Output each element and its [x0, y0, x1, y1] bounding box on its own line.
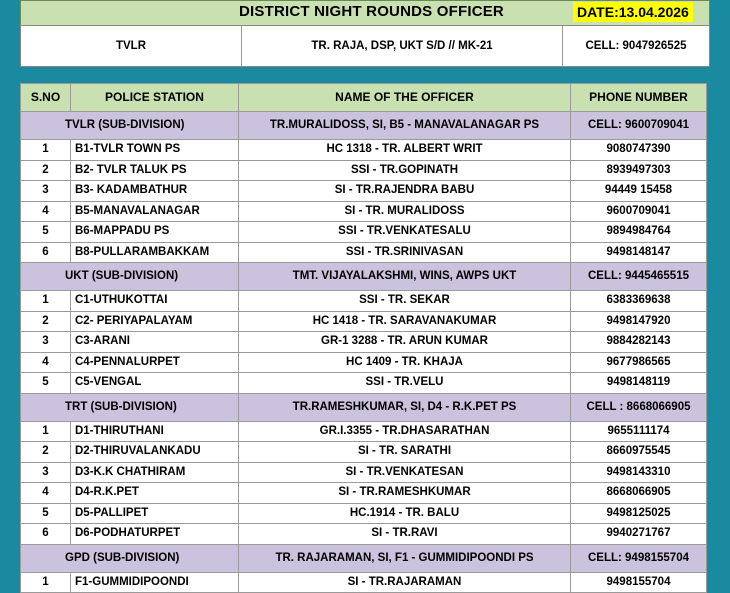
row-phone: 9498147920: [571, 311, 707, 332]
duty-officer-name: TR. RAJA, DSP, UKT S/D // MK-21: [311, 40, 493, 52]
row-sno: 2: [21, 442, 71, 463]
row-phone: 9884282143: [571, 332, 707, 353]
row-phone: 9498155704: [571, 572, 707, 593]
row-officer: SI - TR.RAMESHKUMAR: [239, 483, 571, 504]
row-officer: HC 1409 - TR. KHAJA: [239, 352, 571, 373]
subdivision-cell: CELL: 9445465515: [571, 263, 707, 291]
row-station: C4-PENNALURPET: [71, 352, 239, 373]
row-sno: 5: [21, 503, 71, 524]
row-officer: SI - TR. SARATHI: [239, 442, 571, 463]
row-station: B5-MANAVALANAGAR: [71, 201, 239, 222]
row-sno: 1: [21, 421, 71, 442]
column-header-station: POLICE STATION: [71, 84, 239, 112]
subdivision-row: [21, 544, 707, 572]
table-row: [21, 352, 707, 373]
row-sno: 6: [21, 242, 71, 263]
row-sno: 2: [21, 311, 71, 332]
row-station: B6-MAPPADU PS: [71, 222, 239, 243]
row-sno: 5: [21, 222, 71, 243]
subdivision-officer: TR.MURALIDOSS, SI, B5 - MANAVALANAGAR PS: [239, 112, 571, 140]
row-officer: GR.I.3355 - TR.DHASARATHAN: [239, 421, 571, 442]
roster-body: [21, 112, 707, 593]
page-title: DISTRICT NIGHT ROUNDS OFFICER: [239, 3, 504, 20]
table-row: [21, 442, 707, 463]
row-station: D2-THIRUVALANKADU: [71, 442, 239, 463]
row-phone: 9677986565: [571, 352, 707, 373]
subdivision-name: TVLR (SUB-DIVISION): [21, 112, 239, 140]
subdivision-cell: CELL: 9498155704: [571, 544, 707, 572]
row-station: C3-ARANI: [71, 332, 239, 353]
row-station: B1-TVLR TOWN PS: [71, 140, 239, 161]
table-row: [21, 483, 707, 504]
row-station: D6-PODHATURPET: [71, 524, 239, 545]
date-badge: DATE:13.04.2026: [573, 2, 693, 22]
row-station: D4-R.K.PET: [71, 483, 239, 504]
row-sno: 6: [21, 524, 71, 545]
subdivision-name: TRT (SUB-DIVISION): [21, 393, 239, 421]
row-station: D1-THIRUTHANI: [71, 421, 239, 442]
subdivision-row: [21, 112, 707, 140]
table-row: [21, 524, 707, 545]
table-row: [21, 291, 707, 312]
row-officer: SI - TR.RAJARAMAN: [239, 572, 571, 593]
table-row: [21, 421, 707, 442]
row-sno: 3: [21, 332, 71, 353]
row-phone: 9940271767: [571, 524, 707, 545]
row-station: D3-K.K CHATHIRAM: [71, 462, 239, 483]
row-station: B2- TVLR TALUK PS: [71, 160, 239, 181]
table-row: [21, 160, 707, 181]
row-sno: 1: [21, 291, 71, 312]
row-officer: GR-1 3288 - TR. ARUN KUMAR: [239, 332, 571, 353]
row-officer: HC 1318 - TR. ALBERT WRIT: [239, 140, 571, 161]
row-sno: 2: [21, 160, 71, 181]
table-row: [21, 181, 707, 202]
row-officer: HC 1418 - TR. SARAVANAKUMAR: [239, 311, 571, 332]
subdivision-officer: TR. RAJARAMAN, SI, F1 - GUMMIDIPOONDI PS: [239, 544, 571, 572]
table-row: [21, 503, 707, 524]
row-officer: SSI - TR.SRINIVASAN: [239, 242, 571, 263]
district-name: TVLR: [115, 40, 147, 52]
column-header-officer: NAME OF THE OFFICER: [239, 84, 571, 112]
row-phone: 94449 15458: [571, 181, 707, 202]
column-header-phone: PHONE NUMBER: [571, 84, 707, 112]
row-phone: 9080747390: [571, 140, 707, 161]
row-officer: SI - TR.RAJENDRA BABU: [239, 181, 571, 202]
row-phone: 6383369638: [571, 291, 707, 312]
row-sno: 3: [21, 462, 71, 483]
row-phone: 9600709041: [571, 201, 707, 222]
row-officer: HC.1914 - TR. BALU: [239, 503, 571, 524]
table-row: [21, 201, 707, 222]
row-officer: SSI - TR. SEKAR: [239, 291, 571, 312]
table-row: [21, 140, 707, 161]
table-row: [21, 332, 707, 353]
row-phone: 9498148147: [571, 242, 707, 263]
row-phone: 8668066905: [571, 483, 707, 504]
row-officer: SSI - TR.VENKATESALU: [239, 222, 571, 243]
row-station: D5-PALLIPET: [71, 503, 239, 524]
table-header-row: [21, 84, 707, 112]
row-sno: 1: [21, 572, 71, 593]
subdivision-cell: CELL: 9600709041: [571, 112, 707, 140]
subdivision-name: GPD (SUB-DIVISION): [21, 544, 239, 572]
row-station: C2- PERIYAPALAYAM: [71, 311, 239, 332]
table-row: [21, 373, 707, 394]
row-station: C1-UTHUKOTTAI: [71, 291, 239, 312]
row-phone: 9894984764: [571, 222, 707, 243]
row-sno: 5: [21, 373, 71, 394]
subdivision-officer: TR.RAMESHKUMAR, SI, D4 - R.K.PET PS: [239, 393, 571, 421]
row-officer: SI - TR.VENKATESAN: [239, 462, 571, 483]
row-officer: SI - TR. MURALIDOSS: [239, 201, 571, 222]
row-phone: 8660975545: [571, 442, 707, 463]
table-row: [21, 242, 707, 263]
title-bar: [20, 0, 710, 26]
row-officer: SSI - TR.VELU: [239, 373, 571, 394]
table-row: [21, 462, 707, 483]
row-officer: SI - TR.RAVI: [239, 524, 571, 545]
subdivision-row: [21, 263, 707, 291]
row-sno: 1: [21, 140, 71, 161]
row-officer: SSI - TR.GOPINATH: [239, 160, 571, 181]
row-phone: 9498148119: [571, 373, 707, 394]
table-row: [21, 311, 707, 332]
subdivision-cell: CELL : 8668066905: [571, 393, 707, 421]
row-station: B8-PULLARAMBAKKAM: [71, 242, 239, 263]
row-sno: 4: [21, 352, 71, 373]
row-station: B3- KADAMBATHUR: [71, 181, 239, 202]
roster-table: [20, 83, 707, 593]
column-header-sno: S.NO: [21, 84, 71, 112]
row-station: C5-VENGAL: [71, 373, 239, 394]
table-row: [21, 222, 707, 243]
row-phone: 9498143310: [571, 462, 707, 483]
table-row: [21, 572, 707, 593]
subdivision-row: [21, 393, 707, 421]
duty-officer-bar: [20, 25, 710, 67]
duty-officer-cell: CELL: 9047926525: [585, 40, 687, 52]
row-phone: 9498125025: [571, 503, 707, 524]
subdivision-officer: TMT. VIJAYALAKSHMI, WINS, AWPS UKT: [239, 263, 571, 291]
row-sno: 4: [21, 483, 71, 504]
row-station: F1-GUMMIDIPOONDI: [71, 572, 239, 593]
row-sno: 3: [21, 181, 71, 202]
row-phone: 8939497303: [571, 160, 707, 181]
row-phone: 9655111174: [571, 421, 707, 442]
subdivision-name: UKT (SUB-DIVISION): [21, 263, 239, 291]
row-sno: 4: [21, 201, 71, 222]
